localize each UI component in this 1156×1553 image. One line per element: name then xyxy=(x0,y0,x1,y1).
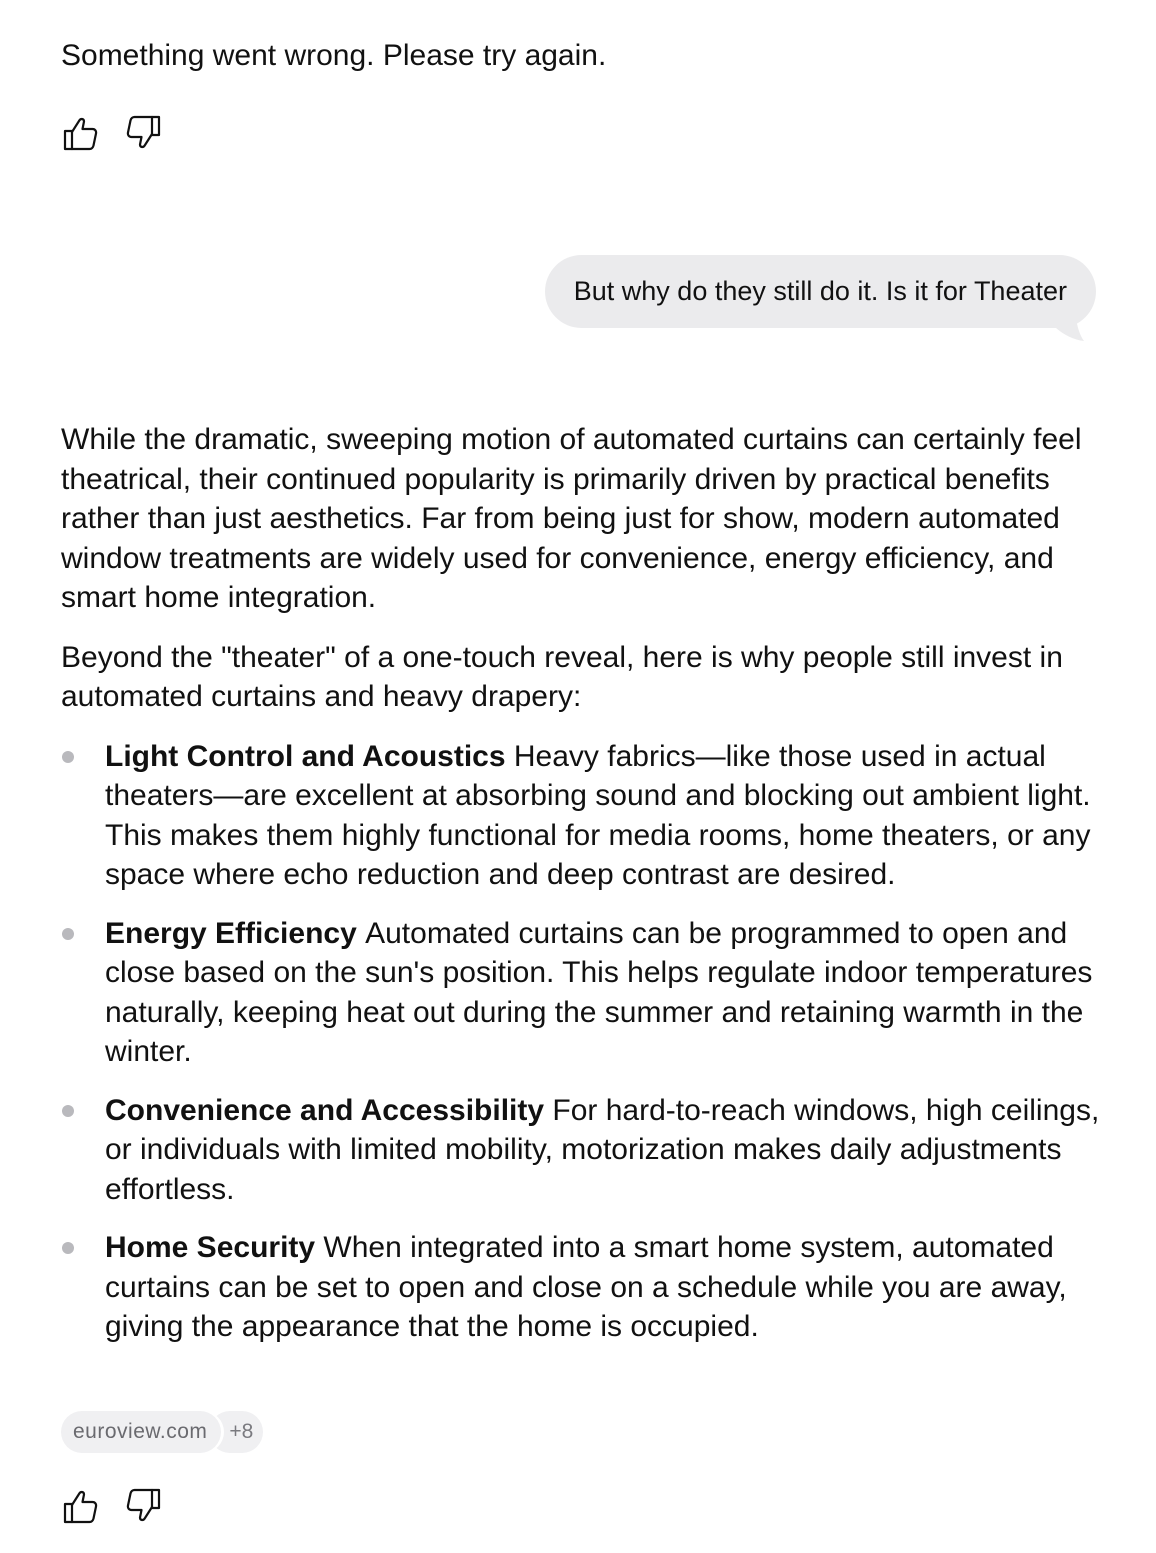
user-message xyxy=(545,255,1096,328)
thumbs-up-button[interactable] xyxy=(61,113,101,153)
intro-paragraph: While the dramatic, sweeping motion of automated curtains can certainly feel theatrical, their continued popularity is primarily driven by practical benefits rather than just aesthetics. Far from being just for show, modern automated window treatments are widely used for convenience, energy efficiency, and smart home integration. xyxy=(61,423,1082,614)
list-item xyxy=(61,1228,1101,1347)
list-item-body: For hard-to-reach windows, high ceilings, or individuals with limited mobility, motorization makes daily adjustments effortless. xyxy=(105,1093,1100,1206)
list-item-title: Energy Efficiency xyxy=(105,916,366,950)
sources-row xyxy=(61,1411,263,1453)
list-item xyxy=(61,737,1101,895)
bullet-dot xyxy=(62,1242,74,1254)
list-item xyxy=(61,914,1101,1072)
user-message-text: But why do they still do it. Is it for Theater xyxy=(545,255,1096,328)
list-item xyxy=(61,1091,1101,1210)
source-chip[interactable]: euroview.com xyxy=(61,1411,221,1453)
more-sources-chip[interactable]: +8 xyxy=(209,1411,263,1453)
assistant-response xyxy=(61,420,1101,1366)
thumbs-down-button[interactable] xyxy=(123,1486,163,1526)
thumbs-up-icon xyxy=(61,113,101,153)
feedback-bar-error xyxy=(61,113,163,153)
list-item-body: Heavy fabrics—like those used in actual theaters—are excellent at absorbing sound and blocking out ambient light. This makes them highly functional for media rooms, home theaters, or any space where echo reduction and deep contrast are desired. xyxy=(105,739,1091,891)
thumbs-up-icon xyxy=(61,1486,101,1526)
list-item-title: Convenience and Accessibility xyxy=(105,1093,553,1127)
bullet-dot xyxy=(62,751,74,763)
lead-paragraph: Beyond the "theater" of a one-touch reveal, here is why people still invest in automated curtains and heavy drapery: xyxy=(61,640,1063,713)
thumbs-up-button[interactable] xyxy=(61,1486,101,1526)
thumbs-down-icon xyxy=(123,113,163,153)
bubble-tail xyxy=(1046,318,1086,342)
list-item-body: When integrated into a smart home system, automated curtains can be set to open and close on a schedule while you are away, giving the appearance that the home is occupied. xyxy=(105,1231,1067,1343)
thumbs-down-button[interactable] xyxy=(123,113,163,153)
list-item-title: Light Control and Acoustics xyxy=(105,739,514,773)
bullet-dot xyxy=(62,1105,74,1117)
list-item-body: Automated curtains can be programmed to open and close based on the sun's position. This helps regulate indoor temperatures naturally, keeping heat out during the summer and retaining warmth in the winter. xyxy=(105,916,1093,1068)
error-message: Something went wrong. Please try again. xyxy=(61,39,607,72)
reasons-list xyxy=(61,737,1101,1347)
bullet-dot xyxy=(62,928,74,940)
feedback-bar xyxy=(61,1486,163,1526)
list-item-title: Home Security xyxy=(105,1231,324,1264)
thumbs-down-icon xyxy=(123,1486,163,1526)
